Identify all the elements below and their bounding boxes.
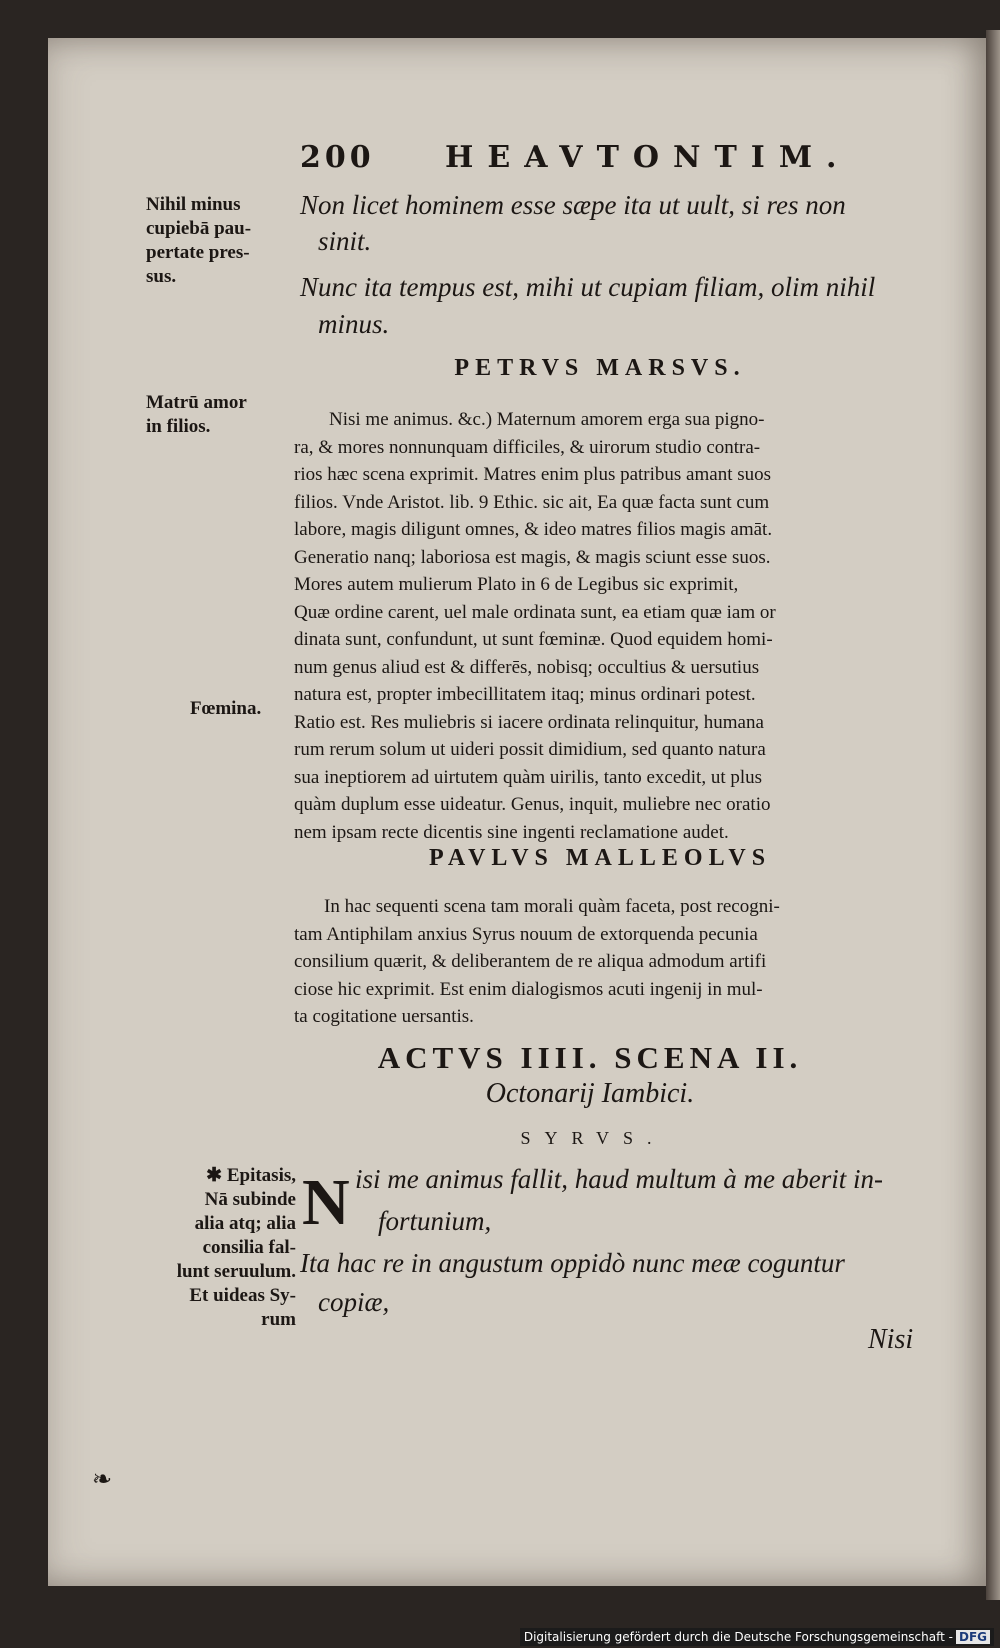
margin-note: Fœmina. <box>190 698 262 719</box>
digitization-footer: Digitalisierung gefördert durch die Deutsche Forschungsgemeinschaft - DFG <box>520 1628 994 1646</box>
verse-line: copiæ, <box>318 1287 390 1317</box>
commentary-body: Nisi me animus. &c.) Maternum amorem erga sua pigno- ra, & mores nonnunquam difficiles, & uirorum studio contra- rios hæc scena exprimit. Matres enim plus patribus amant suos filios. Vnde Aristot. lib. 9 Ethic. sic ait, Ea quæ facta sunt cum labore, magis diligunt omnes, & ideo matres filios magis amāt. Generatio nanq; laboriosa est magis, & magis sciunt esse suos. Mores autem mulierum Plato in 6 de Legibus sic exprimit, Quæ ordine carent, uel male ordinata sunt, ea etiam quæ iam or dinata sunt, confundunt, ut sunt fœminæ. Quod equidem homi- num genus aliud est & differēs, nobisq; occultius & uersutius natura est, propter imbecillitatem itaq; minus ordinari potest. Ratio est. Res muliebris si iacere ordinata relinquitur, humana rum rerum solum ut uideri possit dimidium, sed quanto natura sua ineptiorem ad uirtutem quàm uirilis, tanto excedit, ut plus quàm duplum esse uideatur. Genus, inquit, muliebre nec oratio nem ipsam recte dicentis sine ingenti reclamatione audet. <box>294 409 776 843</box>
catchword: Nisi <box>868 1324 914 1355</box>
meter-heading: Octonarij Iambici. <box>485 1078 695 1109</box>
dfg-badge: DFG <box>956 1630 990 1644</box>
margin-note: ✱ Epitasis, Nā subinde alia atq; alia consilia fal- lunt seruulum. Et uideas Sy- rum <box>176 1165 296 1330</box>
speaker-name: SYRVS. <box>520 1128 666 1148</box>
verse-line: Non licet hominem esse sæpe ita ut uult, si res non <box>300 190 846 220</box>
commentary-body: In hac sequenti scena tam morali quàm faceta, post recogni- tam Antiphilam anxius Syrus nouum de extorquenda pecunia consilium quærit, & deliberantem de re aliqua admodum artifi ciose hic exprimit. Est enim dialogismos acuti ingenij in mul- ta cogitatione uersantis. <box>294 896 780 1027</box>
commentary-heading: PETRVS MARSVS. <box>454 355 746 381</box>
page-number: 200 <box>300 140 375 175</box>
margin-note: Nihil minus cupiebā pau- pertate pres- sus. <box>146 194 252 287</box>
verse-line: Ita hac re in angustum oppidò nunc meæ coguntur <box>300 1248 845 1278</box>
margin-note: Matrū amor in filios. <box>146 392 247 437</box>
book-edge <box>986 30 1000 1600</box>
verse-line: minus. <box>318 309 390 339</box>
verse-line: Nunc ita tempus est, mihi ut cupiam filiam, olim nihil <box>300 272 876 302</box>
ornament-icon: ❧ <box>92 1465 113 1493</box>
verse-line: fortunium, <box>378 1206 492 1236</box>
verse-line: isi me animus fallit, haud multum à me aberit in- <box>355 1164 883 1194</box>
drop-cap: N <box>302 1166 350 1239</box>
act-heading: ACTVS IIII. SCENA II. <box>377 1040 803 1075</box>
verse-line: sinit. <box>318 226 372 256</box>
commentary-heading: PAVLVS MALLEOLVS <box>428 845 772 871</box>
running-title: HEAVTONTIM. <box>445 140 851 175</box>
